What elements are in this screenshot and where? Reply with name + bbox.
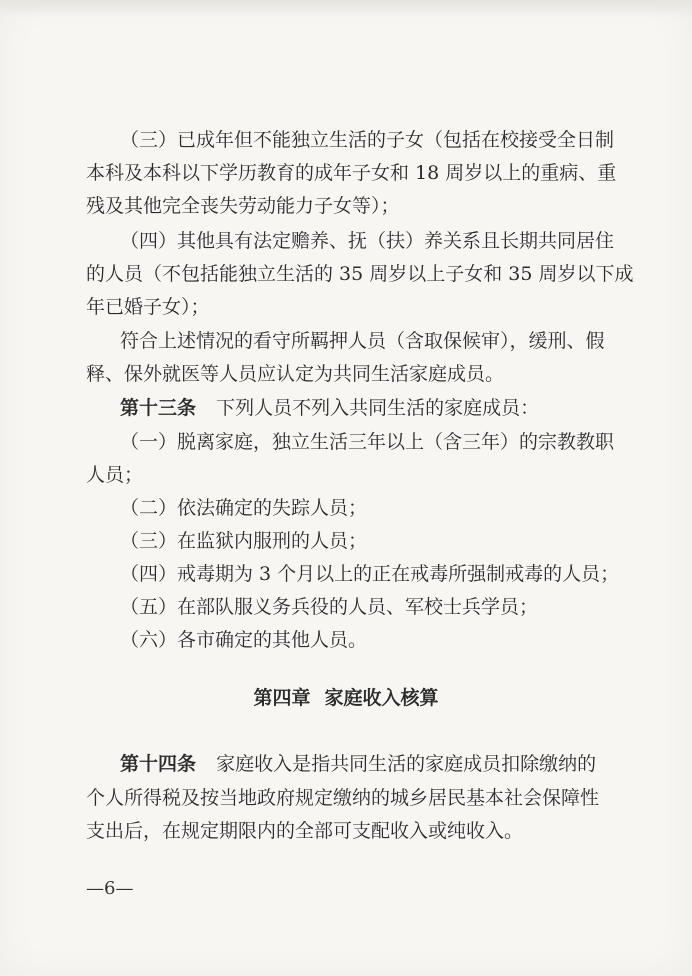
list-item: （一）脱离家庭，独立生活三年以上（含三年）的宗教教职 [120, 431, 615, 453]
scan-shadow [0, 0, 692, 18]
page-number: —6— [86, 878, 134, 899]
list-item: （二）依法确定的失踪人员； [120, 497, 368, 519]
list-item: （五）在部队服义务兵役的人员、军校士兵学员； [120, 596, 539, 618]
article-13-heading-line [120, 392, 606, 425]
paragraph-line: 的人员（不包括能独立生活的 35 周岁以上子女和 35 周岁以下成 [86, 263, 634, 285]
list-item: （四）戒毒期为 3 个月以上的正在戒毒所强制戒毒的人员； [120, 563, 620, 585]
article-14-heading-line [120, 748, 606, 781]
paragraph-line: 本科及本科以下学历教育的成年子女和 18 周岁以上的重病、重 [86, 162, 617, 184]
list-item: 人员； [86, 464, 144, 486]
chapter-number: 第四章 [253, 687, 311, 709]
paragraph-line: 个人所得税及按当地政府规定缴纳的城乡居民基本社会保障性 [86, 787, 600, 809]
paragraph-line: （四）其他具有法定赡养、抚（扶）养关系且长期共同居住 [120, 230, 615, 252]
chapter-title: 家庭收入核算 [324, 687, 439, 709]
article-13-text: 下列人员不列入共同生活的家庭成员： [216, 397, 540, 419]
paragraph-line: 年已婚子女）； [86, 296, 210, 318]
list-item: （三）在监狱内服刑的人员； [120, 530, 368, 552]
paragraph-line: 支出后，在规定期限内的全部可支配收入或纯收入。 [86, 820, 524, 842]
paragraph-line: 释、保外就医等人员应认定为共同生活家庭成员。 [86, 363, 505, 385]
paragraph-line: 符合上述情况的看守所羁押人员（含取保候审），缓刑、假 [120, 330, 605, 352]
article-14-label: 第十四条 [120, 753, 197, 775]
paragraph-line: 残及其他完全丧失劳动能力子女等）； [86, 195, 400, 217]
paragraph-line: （三）已成年但不能独立生活的子女（包括在校接受全日制 [120, 129, 615, 151]
article-14-text: 家庭收入是指共同生活的家庭成员扣除缴纳的 [216, 753, 597, 775]
article-13-label: 第十三条 [120, 397, 197, 419]
chapter-heading [0, 682, 692, 715]
list-item: （六）各市确定的其他人员。 [120, 629, 368, 651]
